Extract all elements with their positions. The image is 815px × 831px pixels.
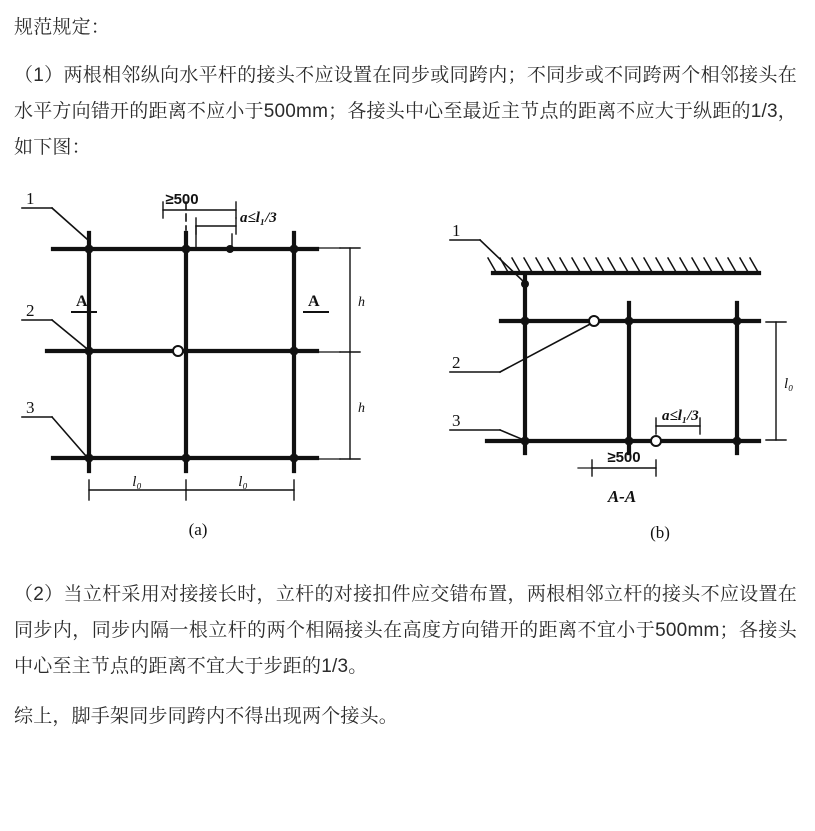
- right-section-title: A-A: [607, 487, 637, 506]
- left-dim-500: ≥500: [165, 191, 199, 208]
- left-vdim-top: h: [358, 295, 365, 310]
- paragraph-rule-2: （2）当立杆采用对接接长时，立杆的对接扣件应交错布置，两根相邻立杆的接头不应设置在同步内，同步内隔一根立杆的两个相隔接头在高度方向错开的距离不宜小于500mm；各接头中心至主节点的距离不宜大于步距的1/3。: [14, 584, 797, 677]
- left-caption: (a): [188, 520, 208, 539]
- figure-svg: [0, 172, 815, 567]
- paragraph-intro: 规范规定：: [14, 17, 111, 38]
- left-callout-2: 2: [26, 301, 35, 320]
- right-callout-3: 3: [452, 411, 461, 430]
- left-callout-3: 3: [26, 398, 35, 417]
- figure-scaffold-joints: [0, 172, 815, 567]
- right-dim-a: a≤l₁/3: [662, 408, 699, 424]
- left-hdim-right: l₀: [238, 474, 248, 490]
- right-callout-1: 1: [452, 221, 461, 240]
- left-callout-1: 1: [26, 189, 35, 208]
- right-callout-2: 2: [452, 353, 461, 372]
- paragraph-conclusion: 综上，脚手架同步同跨内不得出现两个接头。: [14, 706, 399, 727]
- right-caption: (b): [650, 523, 670, 542]
- paragraph-rule-1: （1）两根相邻纵向水平杆的接头不应设置在同步或同跨内；不同步或不同跨两个相邻接头在水平方向错开的距离不应小于500mm；各接头中心至最近主节点的距离不应大于纵距的1/3，如下图：: [14, 65, 797, 158]
- left-section-mark-a2: A: [308, 293, 320, 310]
- open-joint-nodes: [173, 316, 661, 446]
- left-vdim-bottom: h: [358, 401, 365, 416]
- left-dim-a: a≤l₁/3: [240, 210, 277, 226]
- right-dim-500: ≥500: [607, 449, 641, 466]
- right-vdim: l₀: [784, 376, 794, 392]
- left-hdim-left: l₀: [132, 474, 142, 490]
- left-section-mark-a1: A: [76, 293, 88, 310]
